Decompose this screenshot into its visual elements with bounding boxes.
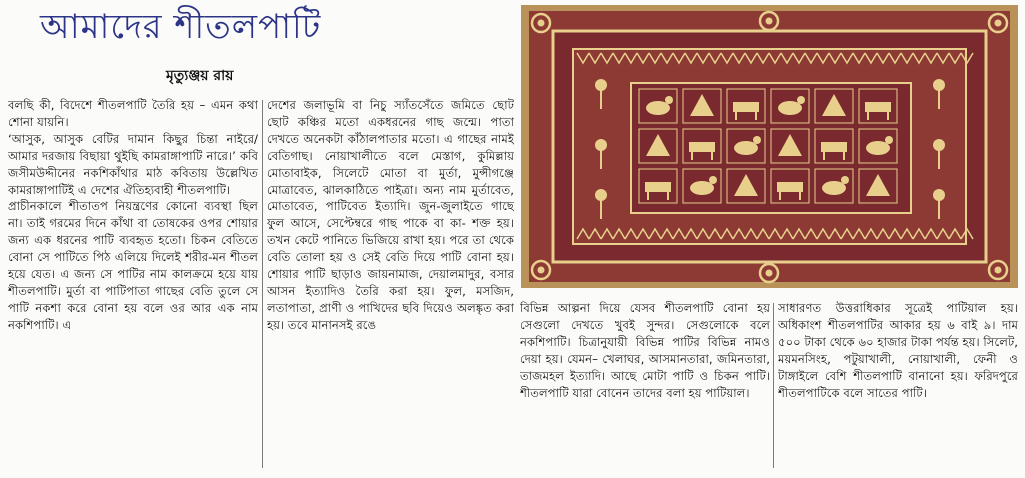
- bird-head-motif: [753, 136, 761, 144]
- animal-motif: [733, 102, 759, 112]
- sun-motif-center: [995, 267, 1002, 274]
- bird-motif: [690, 181, 714, 195]
- flower-motif: [595, 139, 607, 151]
- flower-motif: [933, 189, 945, 201]
- bird-head-motif: [841, 176, 849, 184]
- bird-head-motif: [665, 96, 673, 104]
- animal-motif: [645, 182, 671, 192]
- flower-motif: [933, 79, 945, 91]
- article-column-1: [8, 97, 258, 469]
- sun-motif-center: [766, 270, 773, 277]
- paragraph: দেশের জলাভূমি বা নিচু স্যাঁতসেঁতে জমিতে ছোট ছোট কঞ্চির মতো একধরনের গাছ জন্মে। পাতা দেখতে অনেকটা কাঁঠালপাতার মতো। এ গাছের নামই বেতিগাছ। নোয়াখালীতে বলে মেস্তাগ, কুমিল্লায় মোতাবাইক, সিলেটে মোতা বা মুর্তা, মুন্সীগঞ্জে মোত্রাবেত, ঝালকাঠিতে পাইত্রা। অন্য নাম মুর্তাবেত, মোতাবেত, পাটিবেত ইত্যাদি। জুন-জুলাইতে গাছে ফুল আসে, সেপ্টেম্বরে গাছ পাকে বা কা- শক্ত হয়। তখন কেটে পানিতে ভিজিয়ে রাখা হয়। পরে তা থেকে বেতি তোলা হয় ও সেই বেতি দিয়ে পাটি বোনা হয়। শোয়ার পাটি ছাড়াও জায়নামাজ, দেয়ালমাদুর, বসার আসন ইত্যাদিও তৈরি করা হয়। ফুল, মসজিদ, লতাপাতা, প্রাণী ও পাখিদের ছবি দিয়েও অলঙ্কৃত করা হয়। তবে মানানসই রঙে: [267, 98, 514, 332]
- bird-motif: [866, 141, 890, 155]
- mat-illustration: [521, 5, 1018, 288]
- flower-motif: [595, 79, 607, 91]
- flower-motif: [933, 139, 945, 151]
- animal-motif: [777, 182, 803, 192]
- sun-motif-center: [766, 18, 773, 25]
- paragraph: সাধারণত উত্তরাধিকার সূত্রেই পাটিয়াল হয়। অধিকাংশ শীতলপাটির আকার হয় ৬ বাই ৯। দাম ৫০০ টাকা থেকে ৬০ হাজার টাকা পর্যন্ত হয়। সিলেট, ময়মনসিংহ, পটুয়াখালী, নোয়াখালী, ফেনী ও টাঙ্গাইলে বেশি শীতলপাটি বানানো হয়। ফরিদপুরে শীতলপাটিকে বলে সাতের পাটি।: [778, 301, 1018, 400]
- animal-motif: [821, 142, 847, 152]
- bird-head-motif: [709, 176, 717, 184]
- paragraph: বিভিন্ন আল্পনা দিয়ে যেসব শীতলপাটি বোনা হয় সেগুলো দেখতে খুবই সুন্দর। সেগুলোকে বলে নকশিপাটি। চিত্রানুযায়ী বিভিন্ন পাটির বিভিন্ন নামও দেয়া হয়। যেমন– খেলাঘর, আসমানতারা, জমিনতারা, তাজমহল ইত্যাদি। আছে মোটা পাটি ও চিকন পাটি। শীতলপাটি যারা বোনেন তাদের বলা হয় পাটিয়াল।: [520, 301, 770, 400]
- paragraph: ‘আসুক, আসুক বেটির দামান কিছুর চিন্তা নাইরে/আমার দরজায় বিছায়া থুইছি কামরাঙ্গাপাটি নারে।’ কবি জসীমউদ্দীনের নকশিকাঁথার মাঠ কবিতায় উল্লেখিত কামরাঙ্গাপাটিই এ দেশের ঐতিহ্যবাহী শীতলপাটি।: [8, 131, 258, 197]
- bird-motif: [778, 101, 802, 115]
- paragraph: বলছি কী, বিদেশে শীতলপাটি তৈরি হয় – এমন কথা শোনা যায়নি।: [8, 98, 258, 129]
- column-divider: [262, 100, 263, 468]
- shitalpati-mat-photo: [521, 5, 1018, 288]
- sun-motif-center: [538, 267, 545, 274]
- animal-motif: [689, 142, 715, 152]
- bird-head-motif: [797, 96, 805, 104]
- article-column-3: [520, 300, 770, 470]
- article-column-4: [778, 300, 1018, 470]
- sun-motif-center: [995, 20, 1002, 27]
- animal-motif: [865, 102, 891, 112]
- author-byline: মৃত্যুঞ্জয় রায়: [166, 68, 234, 84]
- sun-motif-center: [538, 20, 545, 27]
- bird-motif: [734, 141, 758, 155]
- article-title: আমাদের শীতলপাটি: [40, 7, 322, 47]
- bird-motif: [646, 101, 670, 115]
- flower-motif: [595, 189, 607, 201]
- paragraph: প্রাচীনকালে শীতাতপ নিয়ন্ত্রণের কোনো ব্যবস্থা ছিল না। তাই গরমের দিনে কাঁথা বা তোষকের ওপর শোয়ার জন্য এক ধরনের পাটি ব্যবহৃত হতো। চিকন বেতিতে বোনা সে পাটিতে পিঠ এলিয়ে দিলেই শরীর-মন শীতল হয়ে যেত। এ জন্য সে পাটির নাম কালক্রমে হয়ে যায় শীতলপাটি। মুর্তা বা পাটিপাতা গাছের বেতি তুলে সে পাটি নকশা করে বোনা হয় বলে ওর আর এক নাম নকশিপাটি। এ: [8, 199, 258, 332]
- bird-motif: [822, 181, 846, 195]
- bird-head-motif: [885, 136, 893, 144]
- column-divider: [773, 303, 774, 468]
- article-column-2: [267, 97, 514, 469]
